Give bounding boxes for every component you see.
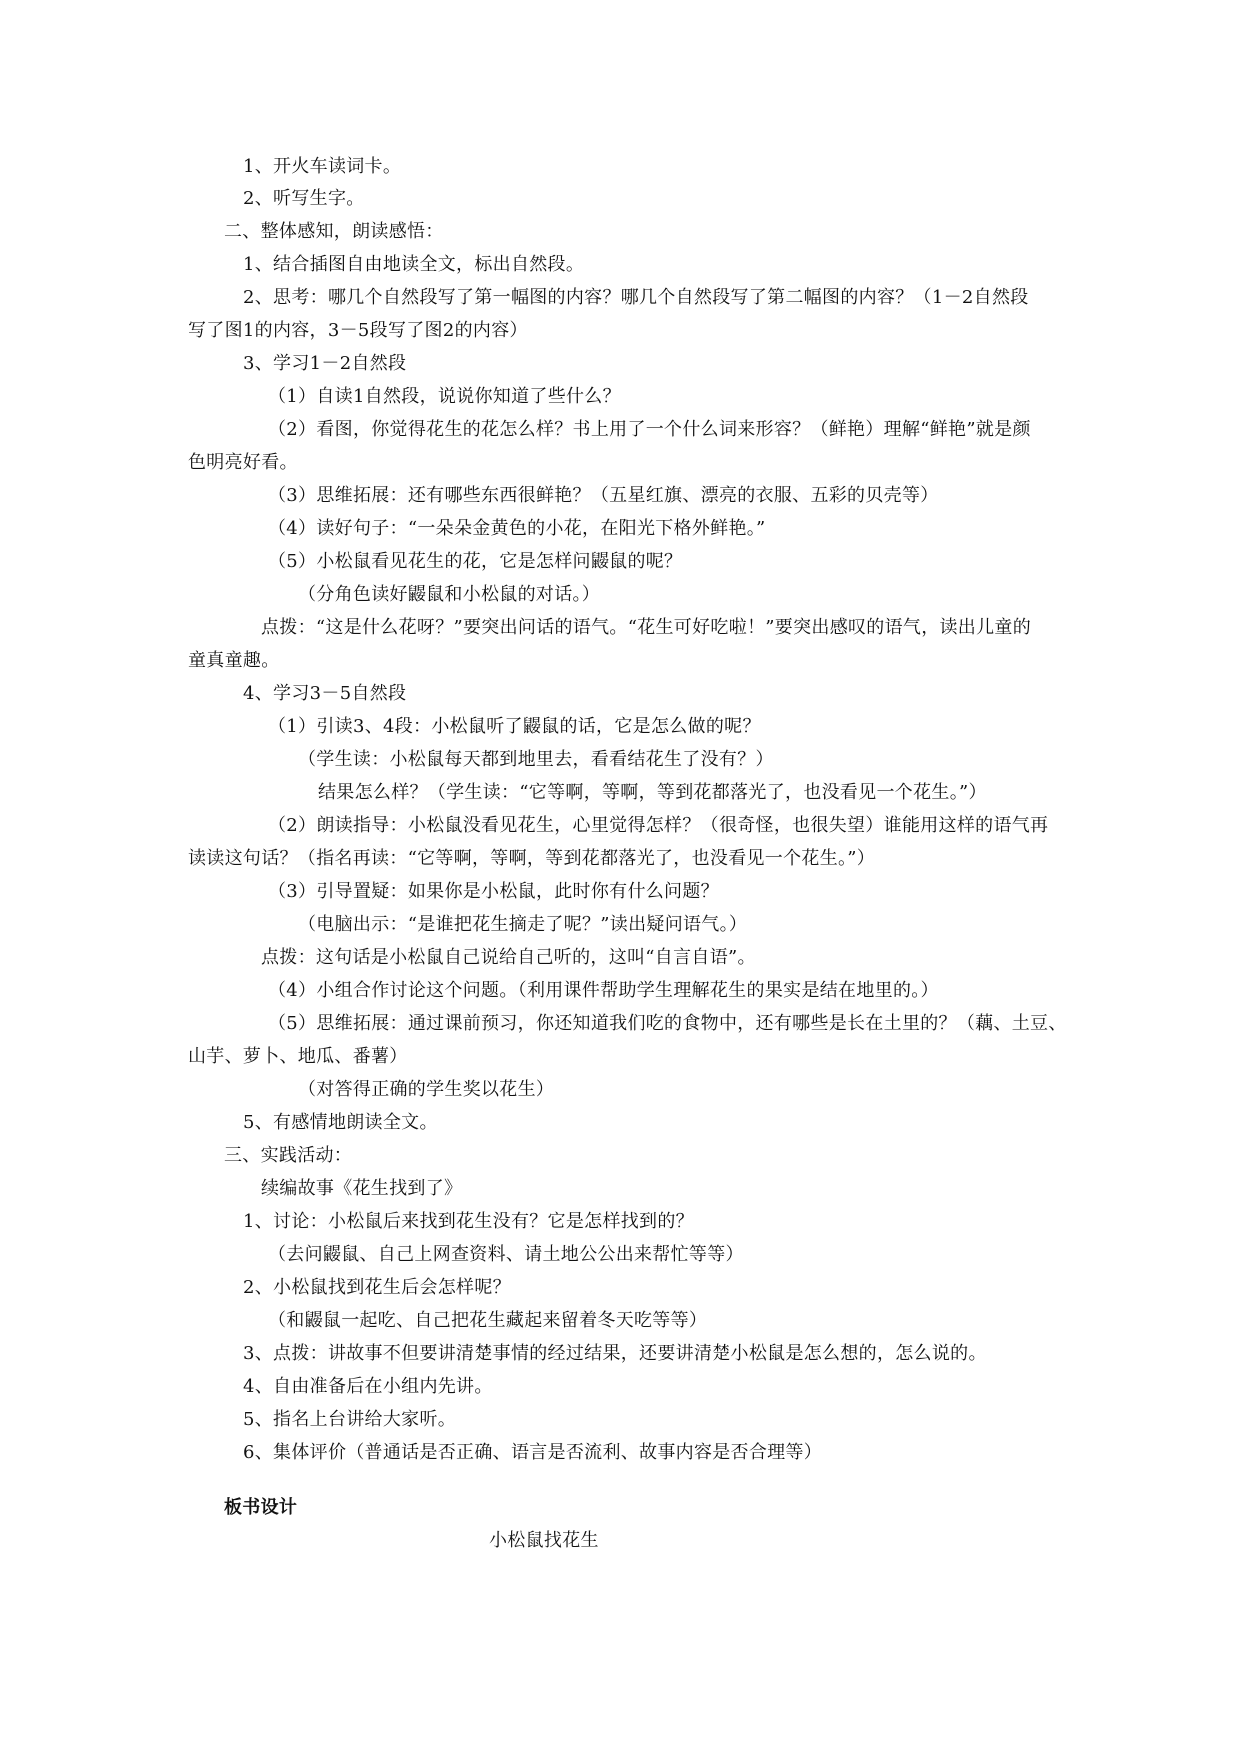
text-line: （去问鼹鼠、自己上网查资料、请土地公公出来帮忙等等） [268,1244,744,1265]
text-line: （5）思维拓展：通过课前预习，你还知道我们吃的食物中，还有哪些是长在土里的？（藕、土豆、 [268,1013,1067,1034]
text-line: 续编故事《花生找到了》 [261,1178,463,1199]
text-line: （4）读好句子：“一朵朵金黄色的小花，在阳光下格外鲜艳。” [268,518,766,539]
text-line: 点拨：“这是什么花呀？”要突出问话的语气。“花生可好吃啦！”要突出感叹的语气，读出儿童的 [261,617,1032,638]
text-line: （3）思维拓展：还有哪些东西很鲜艳？（五星红旗、漂亮的衣服、五彩的贝壳等） [268,485,939,506]
text-line: 1、开火车读词卡。 [243,156,402,177]
board-design-heading: 板书设计 [224,1497,298,1518]
text-line: （2）朗读指导：小松鼠没看见花生，心里觉得怎样？（很奇怪，也很失望）谁能用这样的语气再 [268,815,1049,836]
text-line: 4、自由准备后在小组内先讲。 [243,1376,493,1397]
text-line: 色明亮好看。 [188,452,298,473]
board-design-title: 小松鼠找花生 [489,1530,599,1551]
text-line: 读读这句话？（指名再读：“它等啊，等啊，等到花都落光了，也没看见一个花生。”） [188,848,876,869]
text-line: 童真童趣。 [188,650,280,671]
text-line: （和鼹鼠一起吃、自己把花生藏起来留着冬天吃等等） [268,1310,708,1331]
text-line: 2、小松鼠找到花生后会怎样呢？ [243,1277,511,1298]
text-line: 结果怎么样？（学生读：“它等啊，等啊，等到花都落光了，也没看见一个花生。”） [318,782,987,803]
section-heading: 三、实践活动： [224,1145,353,1166]
text-line: （电脑出示：“是谁把花生摘走了呢？”读出疑问语气。） [298,914,748,935]
text-line: （4）小组合作讨论这个问题。（利用课件帮助学生理解花生的果实是结在地里的。） [268,980,939,1001]
text-line: 5、指名上台讲给大家听。 [243,1409,457,1430]
text-line: 1、讨论：小松鼠后来找到花生没有？它是怎样找到的？ [243,1211,694,1232]
text-line: （分角色读好鼹鼠和小松鼠的对话。） [298,584,601,605]
text-line: 3、点拨：讲故事不但要讲清楚事情的经过结果，还要讲清楚小松鼠是怎么想的，怎么说的。 [243,1343,987,1364]
text-line: 2、听写生字。 [243,188,365,209]
text-line: （1）引读3、4段：小松鼠听了鼹鼠的话，它是怎么做的呢？ [268,716,761,737]
text-line: 写了图1的内容，3－5段写了图2的内容） [188,320,528,341]
text-line: 点拨：这句话是小松鼠自己说给自己听的，这叫“自言自语”。 [261,947,756,968]
section-heading: 二、整体感知，朗读感悟： [224,221,444,242]
text-line: 山芋、萝卜、地瓜、番薯） [188,1046,408,1067]
text-line: 2、思考：哪几个自然段写了第一幅图的内容？哪几个自然段写了第二幅图的内容？（1－2自然段 [243,287,1029,308]
text-line: （2）看图，你觉得花生的花怎么样？书上用了一个什么词来形容？（鲜艳）理解“鲜艳”就是颜 [268,419,1031,440]
text-line: （对答得正确的学生奖以花生） [298,1079,555,1100]
text-line: 3、学习1－2自然段 [243,353,407,374]
text-line: 5、有感情地朗读全文。 [243,1112,438,1133]
text-line: （3）引导置疑：如果你是小松鼠，此时你有什么问题？ [268,881,719,902]
text-line: （学生读：小松鼠每天都到地里去，看看结花生了没有？） [298,749,774,770]
text-line: 6、集体评价（普通话是否正确、语言是否流利、故事内容是否合理等） [243,1442,823,1463]
text-line: （1）自读1自然段，说说你知道了些什么？ [268,386,621,407]
text-line: 4、学习3－5自然段 [243,683,407,704]
text-line: （5）小松鼠看见花生的花，它是怎样问鼹鼠的呢？ [268,551,683,572]
text-line: 1、结合插图自由地读全文，标出自然段。 [243,254,585,275]
